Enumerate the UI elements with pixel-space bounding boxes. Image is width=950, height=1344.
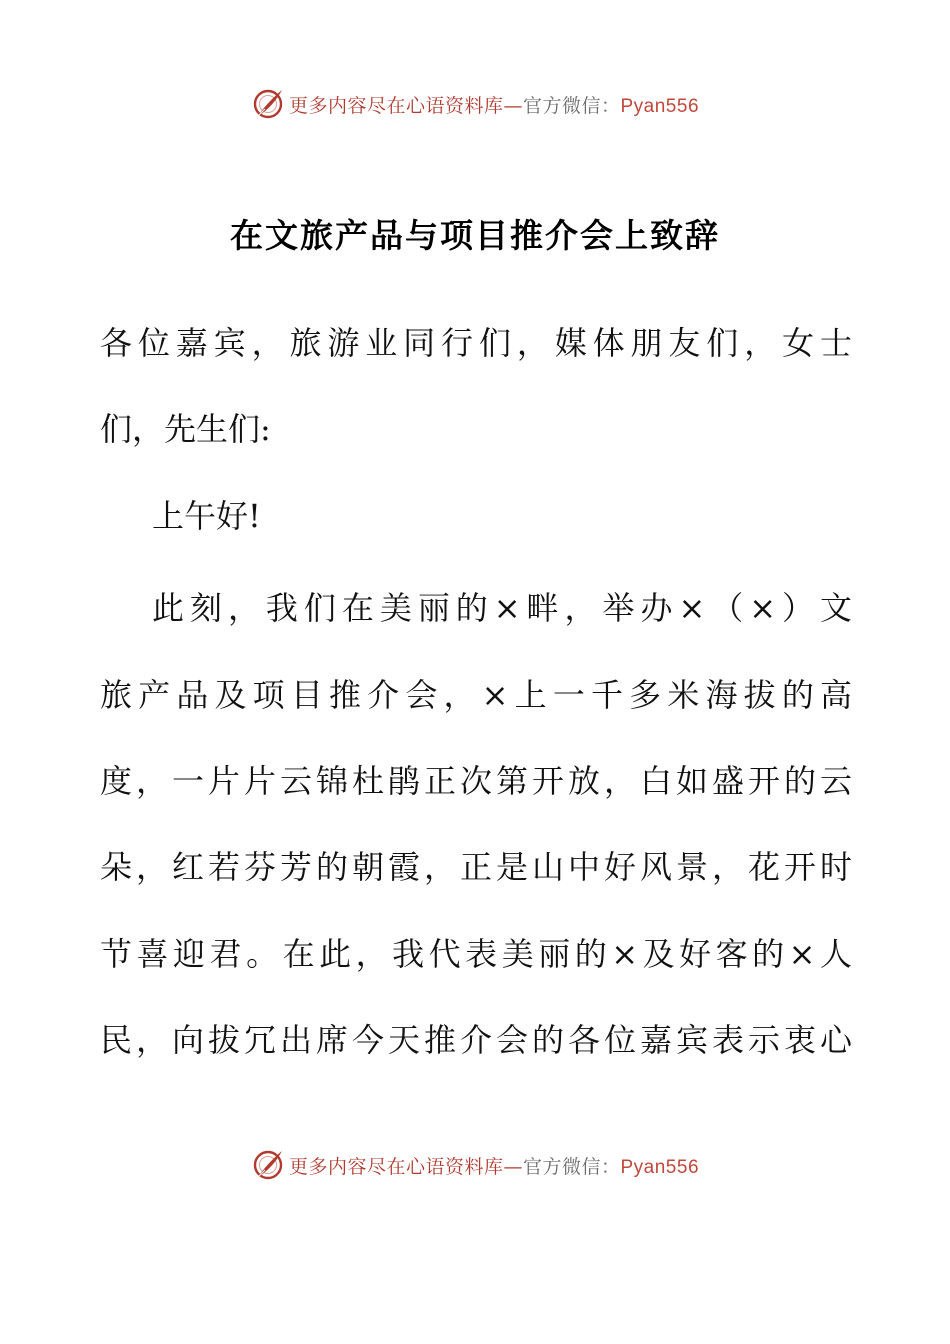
text-line: 度，一片片云锦杜鹃正次第开放，白如盛开的云 — [100, 761, 852, 800]
text-line: 节喜迎君。在此，我代表美丽的×及好客的×人 — [100, 934, 852, 973]
quill-in-circle-icon — [251, 1148, 285, 1182]
text-line: 各位嘉宾，旅游业同行们，媒体朋友们，女士 — [100, 324, 852, 362]
wechat-id: Pyan556 — [620, 1156, 700, 1178]
header-banner — [0, 82, 950, 126]
text-line: 们，先生们: — [100, 410, 271, 449]
document-title: 在文旅产品与项目推介会上致辞 — [230, 216, 720, 255]
quill-in-circle-icon — [251, 87, 285, 121]
footer-banner — [0, 1143, 950, 1187]
document-body — [100, 300, 852, 1084]
text-line: 旅产品及项目推介会，×上一千多米海拔的高 — [100, 675, 852, 714]
banner-text: 更多内容尽在心语资料库—官方微信：Pyan556 — [288, 94, 700, 117]
text-line: 朵，红若芬芳的朝霞，正是山中好风景，花开时 — [100, 848, 852, 887]
text-line: 上午好! — [152, 496, 261, 535]
wechat-id: Pyan556 — [620, 95, 700, 117]
banner-text: 更多内容尽在心语资料库—官方微信：Pyan556 — [288, 1155, 700, 1178]
text-line: 此刻，我们在美丽的×畔，举办×（×）文 — [152, 589, 852, 628]
text-line: 民，向拔冗出席今天推介会的各位嘉宾表示衷心 — [100, 1021, 852, 1060]
